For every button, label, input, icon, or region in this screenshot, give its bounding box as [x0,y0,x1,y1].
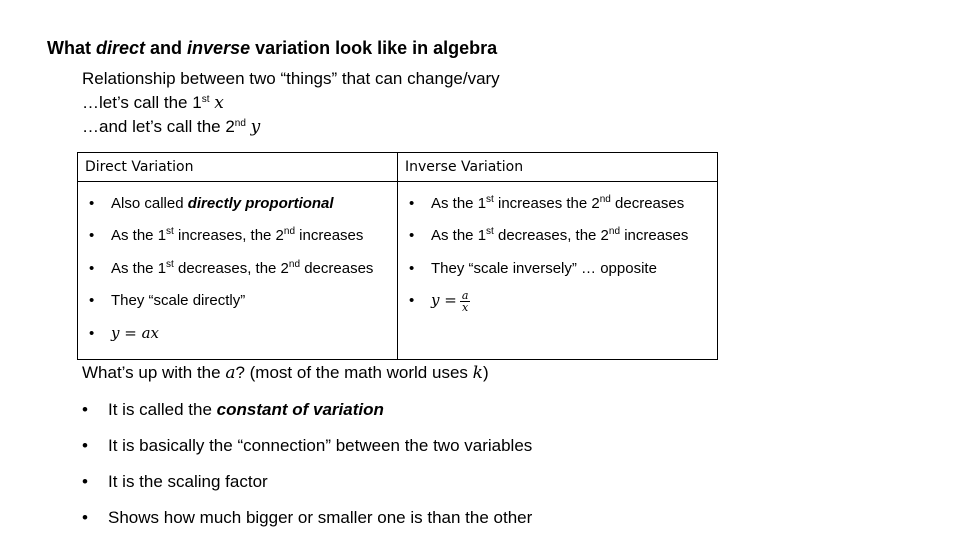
inverse-variation-header: Inverse Variation [405,159,524,175]
direct-header-cell [78,153,398,182]
list-item: • As the 1st increases, the 2nd increases [89,223,397,255]
list-item: • As the 1st decreases, the 2nd increases [409,223,717,255]
variable-x: x [214,93,224,113]
title-inverse-word: inverse [187,38,251,58]
list-item [89,321,397,353]
variable-k: k [472,363,483,383]
inverse-variation-list [398,182,717,327]
list-item: • It is the scaling factor [82,469,532,505]
intro-line-relationship: Relationship between two “things” that can change/vary [82,69,500,88]
whats-up-heading: What’s up with the a? (most of the math world uses k) [82,363,489,383]
intro-line-first: …let’s call the 1st x [82,93,224,113]
inverse-equation-fraction: $\frac{a}{x}$ [461,288,469,314]
title-direct-word: direct [96,38,146,58]
constant-bullets [82,397,532,541]
list-item: • They “scale directly” [89,288,397,320]
variation-table [77,152,718,360]
direct-variation-header: Direct Variation [85,159,194,175]
list-item: • They “scale inversely” … opposite [409,256,717,288]
direct-variation-list [78,182,397,359]
list-item [409,288,717,320]
page-title: What direct and inverse variation look like in algebra [47,38,498,58]
intro-line-second: …and let’s call the 2nd y [82,117,261,137]
list-item: • Also called directly proportional [89,191,397,223]
variable-a: a [225,363,236,383]
direct-equation: y = ax [111,323,159,342]
variable-y: y [250,117,261,137]
direct-variation-cell [78,182,398,360]
inverse-variation-cell [398,182,718,360]
intro-block [82,67,500,139]
inverse-header-cell [398,153,718,182]
list-item: • It is called the constant of variation [82,397,532,433]
list-item: • Shows how much bigger or smaller one is than the other [82,505,532,541]
list-item: • It is basically the “connection” between the two variables [82,433,532,469]
inverse-equation-lhs: y = [431,291,457,310]
list-item: • As the 1st decreases, the 2nd decreases [89,256,397,288]
list-item: • As the 1st increases the 2nd decreases [409,191,717,223]
